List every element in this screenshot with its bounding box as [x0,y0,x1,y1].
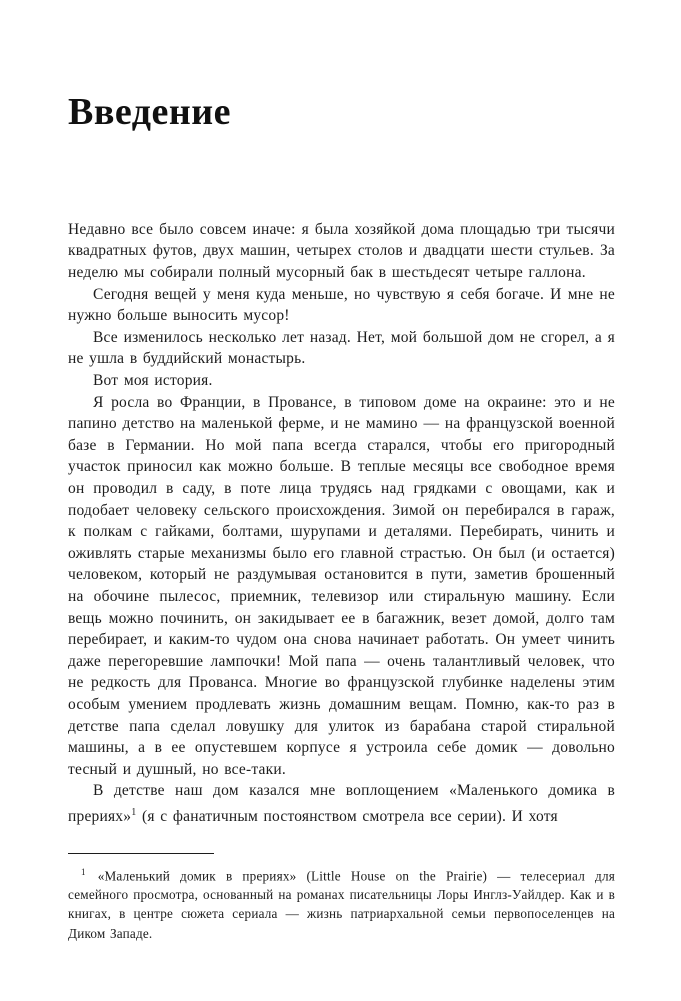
paragraph [68,780,615,827]
paragraph: Все изменилось несколько лет назад. Нет, мой большой дом не сгорел, а я не ушла в буддийский монастырь. [68,328,615,368]
paragraph: Недавно все было совсем иначе: я была хозяйкой дома площадью три тысячи квадратных футов, двух машин, четырех столов и двадцати шести стульев. За неделю мы собирали полный мусорный бак в шестьдесят четыре галлона. [68,220,615,282]
page-title: Введение [68,91,231,133]
footnote [68,863,615,943]
paragraph-text: (я с фанатичным постоянством смотрела все серии). И хотя [136,808,558,826]
paragraph-text: В детстве наш дом казался мне воплощением «Маленького домика в прериях» [68,782,615,826]
footnote-marker: 1 [81,866,86,877]
footnote-text: «Маленький домик в прериях» (Little House on the Prairie) — телесериал для семейного просмотра, основанный на романах писательницы Лоры Инглз-Уайлдер. Как и в книгах, в центре сюжета сериала — жизнь патриархальной семьи первопоселенцев на Диком Западе. [68,868,615,941]
footnote-separator [68,853,214,854]
paragraph: Сегодня вещей у меня куда меньше, но чувствую я себя богаче. И мне не нужно больше выносить мусор! [68,285,615,325]
paragraph: Вот моя история. [93,372,213,390]
footnote-reference-marker: 1 [131,806,137,818]
body-text [68,219,615,828]
paragraph: Я росла во Франции, в Провансе, в типовом доме на окраине: это и не папино детство на маленькой ферме, и не мамино — на французской военной базе в Германии. Но мой папа всегда старался, чтобы его пригородный участок приносил как можно больше. В теплые месяцы все свободное время он проводил в саду, в поте лица трудясь над грядками с овощами, как и подобает человеку сельского происхождения. Зимой он перебирался в гараж, к полкам с гайками, болтами, шурупами и деталями. Перебирать, чинить и оживлять старые механизмы было его главной страстью. Он был (и остается) человеком, который не раздумывая остановится в пути, заметив брошенный на обочине пылесос, приемник, телевизор или стиральную машину. Если вещь можно починить, он закидывает ее в багажник, везет домой, долго там перебирает, и каким-то чудом она снова начинает работать. Он умеет чинить даже перегоревшие лампочки! Мой папа — очень талантливый человек, что не редкость для Прованса. Многие во французской глубинке наделены этим особым умением продлевать жизнь домашним вещам. Помню, как-то раз в детстве папа сделал ловушку для улиток из барабана старой стиральной машины, а в ее опустевшем корпусе я устроила себе домик — довольно тесный и душный, но все-таки. [68,393,615,778]
